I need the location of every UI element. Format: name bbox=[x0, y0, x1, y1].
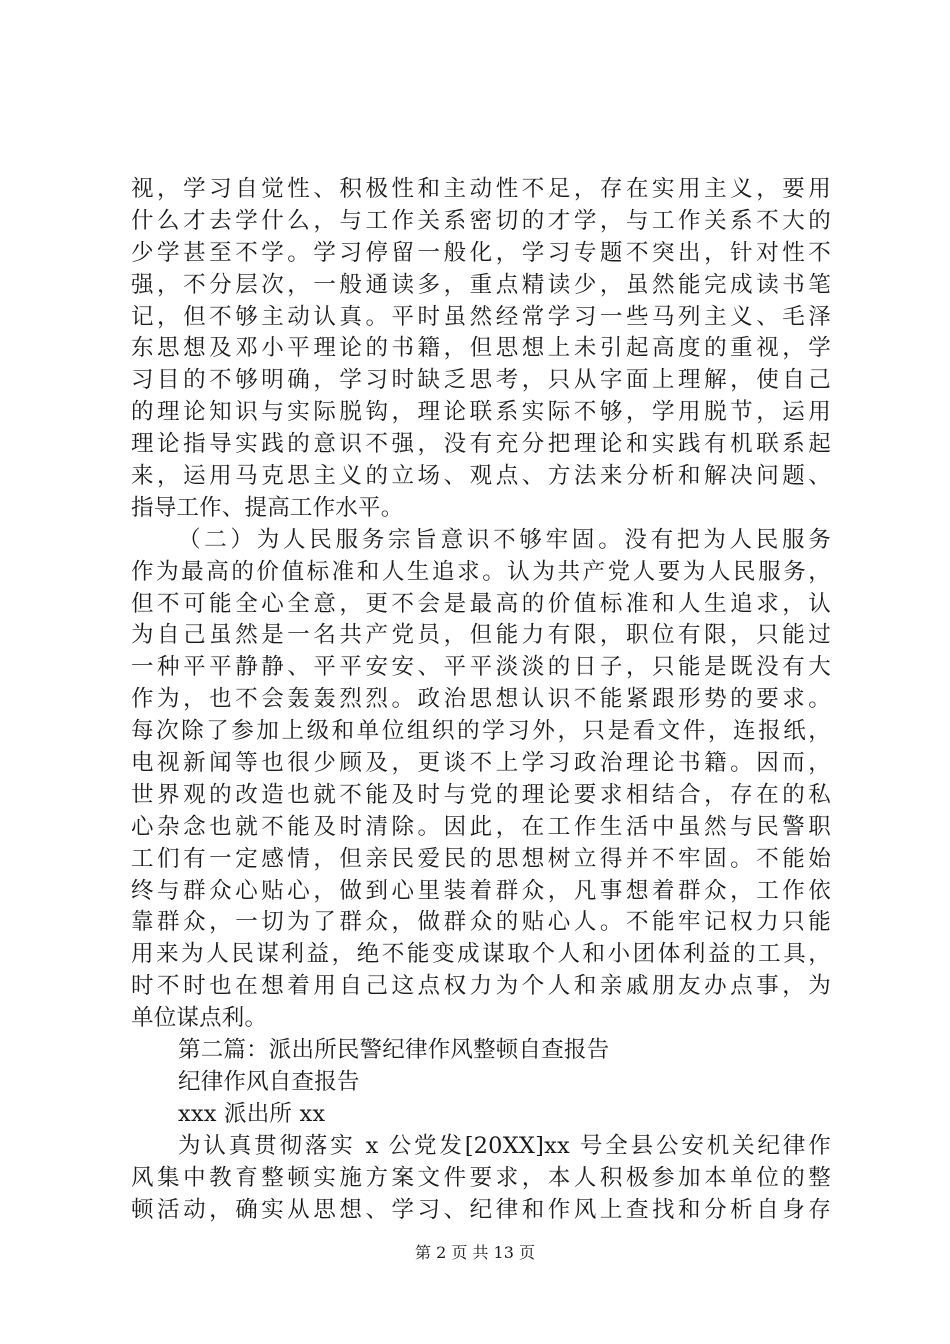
text-line: 指导工作、提高工作水平。 bbox=[131, 494, 404, 521]
text-line: 视，学习自觉性、积极性和主动性不足，存在实用主义，要用 bbox=[131, 176, 831, 202]
text-line: 第二篇：派出所民警纪律作风整顿自查报告 bbox=[178, 1037, 610, 1064]
text-line: xxx 派出所 xx bbox=[178, 1100, 326, 1127]
text-line: 强，不分层次，一般通读多，重点精读少，虽然能完成读书笔 bbox=[131, 271, 831, 298]
text-line: 工们有一定感情，但亲民爱民的思想树立得并不牢固。不能始 bbox=[131, 845, 831, 872]
text-line: 心杂念也就不能及时清除。因此，在工作生活中虽然与民警职 bbox=[131, 813, 831, 840]
text-line: 理论指导实践的意识不强，没有充分把理论和实践有机联系起 bbox=[131, 431, 831, 458]
text-line: 世界观的改造也就不能及时与党的理论要求相结合，存在的私 bbox=[131, 781, 831, 808]
text-line: 为自己虽然是一名共产党员，但能力有限，职位有限，只能过 bbox=[131, 622, 831, 649]
document-body bbox=[131, 174, 831, 1226]
text-line: 顿活动，确实从思想、学习、纪律和作风上查找和分析自身存 bbox=[131, 1196, 831, 1223]
text-line: 作为，也不会轰轰烈烈。政治思想认识不能紧跟形势的要求。 bbox=[131, 686, 831, 713]
text-line: 为认真贯彻落实 x 公党发[20XX]xx 号全县公安机关纪律作 bbox=[178, 1132, 831, 1159]
text-line: 的理论知识与实际脱钩，理论联系实际不够，学用脱节，运用 bbox=[131, 399, 831, 426]
text-line: 作为最高的价值标准和人生追求。认为共产党人要为人民服务， bbox=[131, 558, 831, 585]
text-line: 东思想及邓小平理论的书籍，但思想上未引起高度的重视，学 bbox=[131, 335, 831, 362]
text-line: 风集中教育整顿实施方案文件要求，本人积极参加本单位的整 bbox=[131, 1164, 831, 1191]
text-line: 单位谋点利。 bbox=[131, 1005, 268, 1032]
text-line: 但不可能全心全意，更不会是最高的价值标准和人生追求，认 bbox=[131, 590, 831, 617]
text-line: 来，运用马克思主义的立场、观点、方法来分析和解决问题、 bbox=[131, 463, 831, 490]
text-line: （二）为人民服务宗旨意识不够牢固。没有把为人民服务 bbox=[178, 526, 831, 553]
text-line: 习目的不够明确，学习时缺乏思考，只从字面上理解，使自己 bbox=[131, 367, 831, 394]
text-line: 电视新闻等也很少顾及，更谈不上学习政治理论书籍。因而， bbox=[131, 750, 831, 777]
text-line: 靠群众，一切为了群众，做群众的贴心人。不能牢记权力只能 bbox=[131, 909, 831, 936]
text-line: 终与群众心贴心，做到心里装着群众，凡事想着群众，工作依 bbox=[131, 877, 831, 904]
page-footer: 第 2 页 共 13 页 bbox=[415, 1243, 535, 1262]
text-line: 记，但不够主动认真。平时虽然经常学习一些马列主义、毛泽 bbox=[131, 303, 831, 330]
text-line: 什么才去学什么，与工作关系密切的才学，与工作关系不大的 bbox=[131, 207, 831, 234]
text-line: 一种平平静静、平平安安、平平淡淡的日子，只能是既没有大 bbox=[131, 654, 831, 681]
text-line: 纪律作风自查报告 bbox=[178, 1068, 360, 1095]
text-line: 少学甚至不学。学习停留一般化，学习专题不突出，针对性不 bbox=[131, 239, 831, 266]
text-line: 时不时也在想着用自己这点权力为个人和亲戚朋友办点事，为 bbox=[131, 973, 831, 1000]
text-line: 每次除了参加上级和单位组织的学习外，只是看文件，连报纸， bbox=[131, 718, 831, 745]
text-line: 用来为人民谋利益，绝不能变成谋取个人和小团体利益的工具， bbox=[131, 941, 831, 968]
